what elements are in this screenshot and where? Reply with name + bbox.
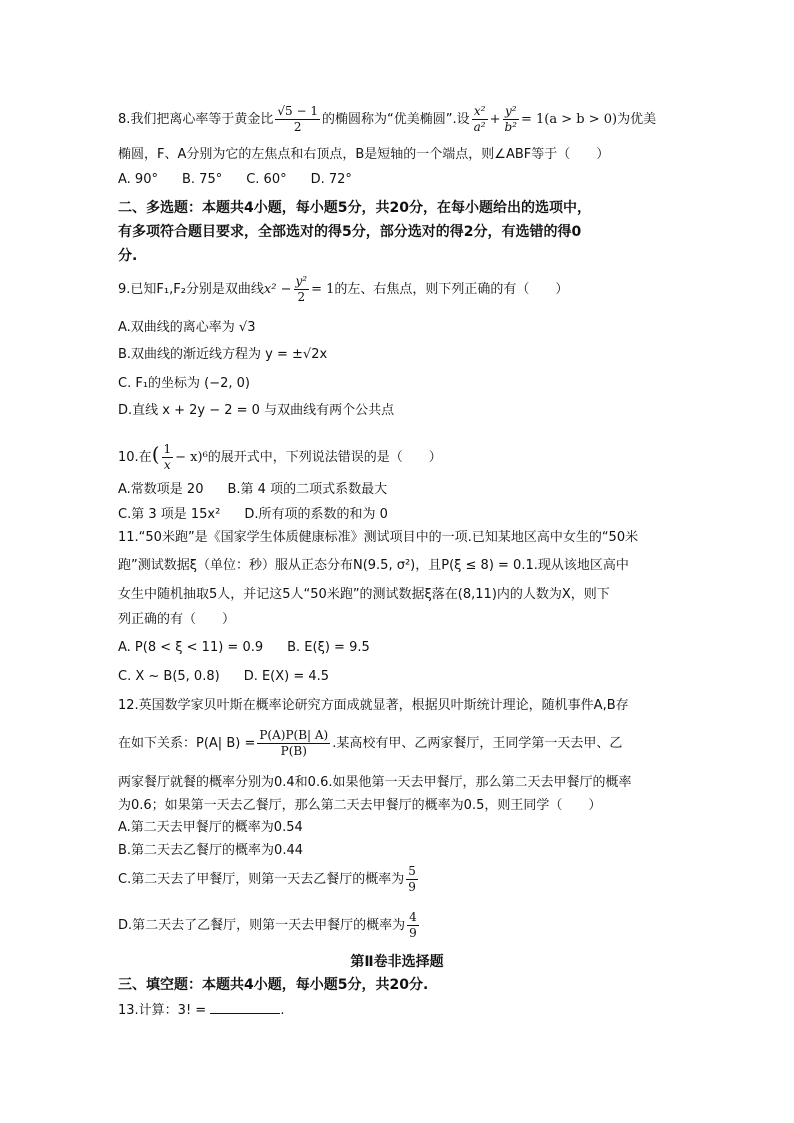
q11-line1: 11.“50米跑”是《国家学生体质健康标准》测试项目中的一项.已知某地区高中女生的“50米 [118, 530, 639, 545]
five-ninths-fraction: $\frac{5}{9}$ [408, 864, 416, 894]
q13-line: 13.计算：3! = . [118, 999, 688, 1021]
q12-option-c: C.第二天去了甲餐厅，则第一天去乙餐厅的概率为 $\frac{5}{9}$ [118, 864, 416, 894]
ellipse-y-fraction: $\frac{\text{y²}}{\text{b²}}$ [504, 104, 517, 134]
q8-option-c: C. 60° [246, 172, 287, 187]
q12-line2: 在如下关系：P(A| B) = $\frac{P(A)P(B| A)}{P(B)}$ .某高校有甲、乙两家餐厅，王同学第一天去甲、乙 [118, 728, 623, 758]
q8-option-a: A. 90° [118, 172, 158, 187]
section2-line1: 二、多选题：本题共4小题，每小题5分，共20分，在每小题给出的选项中， [118, 200, 591, 216]
four-ninths-fraction: $\frac{4}{9}$ [409, 910, 417, 940]
golden-ratio-fraction: $\frac{√5 - 1}{2}$ [277, 104, 319, 134]
one-over-x-fraction: $\frac{1}{x}$ [163, 442, 172, 472]
q12-option-d: D.第二天去了乙餐厅，则第一天去甲餐厅的概率为 $\frac{4}{9}$ [118, 910, 417, 940]
q12-line3: 两家餐厅就餐的概率分别为0.4和0.6.如果他第一天去甲餐厅，那么第二天去甲餐厅的概率 [118, 775, 632, 790]
q13-answer-blank[interactable] [210, 999, 280, 1014]
section3-header: 三、填空题：本题共4小题，每小题5分，共20分. [118, 977, 429, 993]
section2-line3: 分. [118, 248, 138, 264]
q8-line1: 8.我们把离心率等于黄金比 $\frac{√5 - 1}{2}$ 的椭圆称为“优美椭圆”.设 $\frac{\text{x²}}{\text{a²}}$ + $\frac{\text{y²}}{\text{b²}}$ = 1(a > b > 0)为优美 [118, 104, 657, 134]
section2-line2: 有多项符合题目要求，全部选对的得5分，部分选对的得2分，有选错的得0 [118, 224, 582, 240]
q10-options-row1 [118, 480, 688, 500]
bayes-fraction: $\frac{P(A)P(B| A)}{P(B)}$ [259, 728, 329, 758]
q12-line4: 为0.6；如果第一天去乙餐厅，那么第二天去甲餐厅的概率为0.5，则王同学（ ） [118, 798, 602, 813]
ellipse-x-fraction: $\frac{\text{x²}}{\text{a²}}$ [473, 104, 486, 134]
q9-option-d: D.直线 x + 2y − 2 = 0 与双曲线有两个公共点 [118, 403, 395, 418]
q12-option-b: B.第二天去乙餐厅的概率为0.44 [118, 843, 303, 858]
q8-options [118, 170, 688, 190]
q12-line1: 12.英国数学家贝叶斯在概率论研究方面成就显著，根据贝叶斯统计理论，随机事件A,B存 [118, 698, 629, 713]
q10-option-a: A.常数项是 20 [118, 482, 204, 497]
q10-stem: 10.在( $\frac{1}{x}$ − x)⁶的展开式中，下列说法错误的是（ ） [118, 442, 442, 472]
q9-option-b: B.双曲线的渐近线方程为 y = ±√2x [118, 347, 328, 362]
q11-line2: 跑”测试数据ξ（单位：秒）服从正态分布N(9.5, σ²)，且P(ξ ≤ 8) = 0.1.现从该地区高中 [118, 558, 629, 573]
q9-stem: 9.已知F₁,F₂分别是双曲线x² − $\frac{\text{y²}}{2}$ = 1的左、右焦点，则下列正确的有（ ） [118, 274, 569, 304]
q8-text-pre: 8.我们把离心率等于黄金比 [118, 112, 274, 127]
q9-option-c: C. F₁的坐标为 (−2, 0) [118, 376, 251, 391]
ellipse-equation-rest: = 1(a > b > 0) [521, 112, 618, 127]
q11-option-b: B. E(ξ) = 9.5 [287, 640, 370, 655]
q8-line2: 椭圆，F、A分别为它的左焦点和右顶点，B是短轴的一个端点，则∠ABF等于（ ） [118, 147, 610, 162]
q11-option-d: D. E(X) = 4.5 [243, 669, 330, 684]
q11-line3: 女生中随机抽取5人，并记这5人“50米跑”的测试数据ξ落在(8,11)内的人数为X，则下 [118, 587, 610, 602]
q10-options-row2 [118, 505, 688, 525]
q8-option-d: D. 72° [310, 172, 352, 187]
q10-option-b: B.第 4 项的二项式系数最大 [227, 482, 388, 497]
q11-options-row1 [118, 638, 688, 658]
part2-title: 第Ⅱ卷非选择题 [350, 954, 444, 970]
q8-text-mid: 的椭圆称为“优美椭圆”.设 [322, 112, 470, 127]
q9-option-a: A.双曲线的离心率为 √3 [118, 320, 256, 335]
q11-line4: 列正确的有（ ） [118, 612, 236, 627]
q12-option-a: A.第二天去甲餐厅的概率为0.54 [118, 820, 303, 835]
q11-option-c: C. X ~ B(5, 0.8) [118, 669, 220, 684]
q10-option-c: C.第 3 项是 15x² [118, 507, 221, 522]
q11-option-a: A. P(8 < ξ < 11) = 0.9 [118, 640, 264, 655]
hyperbola-fraction: $\frac{\text{y²}}{2}$ [295, 274, 308, 304]
q11-options-row2 [118, 667, 688, 687]
q8-option-b: B. 75° [181, 172, 223, 187]
q10-option-d: D.所有项的系数的和为 0 [244, 507, 388, 522]
